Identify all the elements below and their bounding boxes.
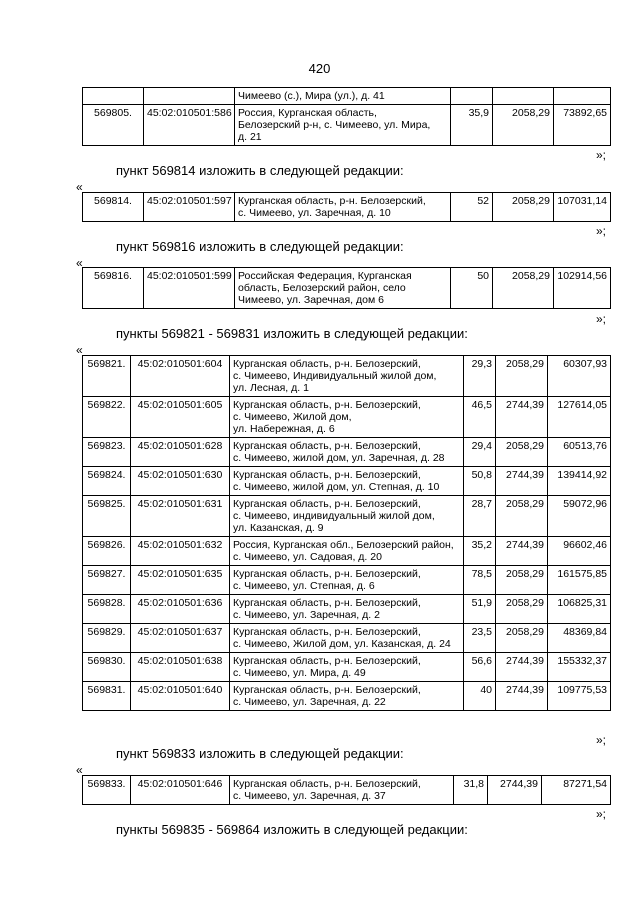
area-cell: 31,8	[454, 776, 488, 805]
table-row	[83, 193, 611, 222]
opening-quote: «	[76, 180, 83, 194]
address-cell: Курганская область, р-н. Белозерский, с. Чимеево, ул. Заречная, д. 10	[235, 193, 451, 222]
cadastral-value-cell: 48369,84	[548, 624, 611, 653]
cadastral-value-cell: 102914,56	[554, 268, 611, 309]
page-number: 420	[308, 61, 331, 76]
area-cell: 56,6	[464, 653, 496, 682]
item-number-cell: 569831.	[83, 682, 131, 711]
rate-cell: 2058,29	[493, 193, 554, 222]
area-cell: 23,5	[464, 624, 496, 653]
address-cell: Курганская область, р-н. Белозерский, с. Чимеево, ул. Степная, д. 6	[230, 566, 464, 595]
area-cell: 35,9	[451, 105, 493, 146]
cadastral-value-cell: 109775,53	[548, 682, 611, 711]
rate-cell: 2058,29	[496, 356, 548, 397]
cadastral-number-cell: 45:02:010501:628	[131, 438, 230, 467]
area-cell: 35,2	[464, 537, 496, 566]
section-heading: пункты 569821 - 569831 изложить в следующей редакции:	[116, 326, 468, 341]
area-cell: 51,9	[464, 595, 496, 624]
address-cell: Чимеево (с.), Мира (ул.), д. 41	[235, 88, 451, 105]
item-number-cell: 569826.	[83, 537, 131, 566]
area-cell: 50,8	[464, 467, 496, 496]
item-number-cell: 569828.	[83, 595, 131, 624]
cadastral-value-cell: 107031,14	[554, 193, 611, 222]
cadastral-value-cell: 87271,54	[542, 776, 611, 805]
item-number-cell: 569805.	[83, 105, 144, 146]
cadastral-number-cell: 45:02:010501:635	[131, 566, 230, 595]
table-row	[83, 776, 611, 805]
table-row	[83, 356, 611, 397]
cadastral-value-cell: 155332,37	[548, 653, 611, 682]
area-cell: 46,5	[464, 397, 496, 438]
section-heading: пункт 569816 изложить в следующей редакции:	[116, 239, 404, 254]
closing-quote: »;	[596, 224, 607, 238]
table-row	[83, 88, 611, 105]
cadastral-number-cell: 45:02:010501:604	[131, 356, 230, 397]
area-cell: 52	[451, 193, 493, 222]
address-cell: Курганская область, р-н. Белозерский, с. Чимеево, ул. Мира, д. 49	[230, 653, 464, 682]
table-row	[83, 397, 611, 438]
item-number-cell: 569816.	[83, 268, 144, 309]
property-table	[82, 87, 611, 146]
table-row	[83, 268, 611, 309]
item-number-cell: 569822.	[83, 397, 131, 438]
section-heading: пункт 569814 изложить в следующей редакции:	[116, 163, 404, 178]
cadastral-value-cell: 60513,76	[548, 438, 611, 467]
address-cell: Курганская область, р-н. Белозерский, с. Чимеево, Жилой дом, ул. Набережная, д. 6	[230, 397, 464, 438]
cadastral-value-cell: 106825,31	[548, 595, 611, 624]
cadastral-value-cell: 96602,46	[548, 537, 611, 566]
item-number-cell	[83, 88, 144, 105]
address-cell: Курганская область, р-н. Белозерский, с. Чимеево, жилой дом, ул. Степная, д. 10	[230, 467, 464, 496]
rate-cell: 2744,39	[496, 537, 548, 566]
cadastral-value-cell: 60307,93	[548, 356, 611, 397]
address-cell: Курганская область, р-н. Белозерский, с. Чимеево, ул. Заречная, д. 2	[230, 595, 464, 624]
area-cell: 78,5	[464, 566, 496, 595]
address-cell: Курганская область, р-н. Белозерский, с. Чимеево, ул. Заречная, д. 22	[230, 682, 464, 711]
item-number-cell: 569825.	[83, 496, 131, 537]
rate-cell: 2058,29	[493, 105, 554, 146]
rate-cell: 2058,29	[496, 496, 548, 537]
closing-quote: »;	[596, 733, 607, 747]
cadastral-number-cell	[144, 88, 235, 105]
closing-quote: »;	[596, 148, 607, 162]
opening-quote: «	[76, 256, 83, 270]
cadastral-value-cell: 73892,65	[554, 105, 611, 146]
area-cell	[451, 88, 493, 105]
rate-cell: 2744,39	[496, 397, 548, 438]
item-number-cell: 569827.	[83, 566, 131, 595]
table-row	[83, 496, 611, 537]
area-cell: 50	[451, 268, 493, 309]
table-row	[83, 105, 611, 146]
address-cell: Российская Федерация, Курганская область, Белозерский район, село Чимеево, ул. Заречная, дом 6	[235, 268, 451, 309]
cadastral-value-cell: 139414,92	[548, 467, 611, 496]
address-cell: Курганская область, р-н. Белозерский, с. Чимеево, жилой дом, ул. Заречная, д. 28	[230, 438, 464, 467]
table-row	[83, 566, 611, 595]
property-table	[82, 192, 611, 222]
item-number-cell: 569830.	[83, 653, 131, 682]
area-cell: 28,7	[464, 496, 496, 537]
cadastral-number-cell: 45:02:010501:597	[144, 193, 235, 222]
rate-cell: 2058,29	[493, 268, 554, 309]
cadastral-number-cell: 45:02:010501:646	[131, 776, 230, 805]
section-heading: пункты 569835 - 569864 изложить в следующей редакции:	[116, 822, 468, 837]
rate-cell: 2744,39	[496, 682, 548, 711]
table-row	[83, 595, 611, 624]
item-number-cell: 569833.	[83, 776, 131, 805]
cadastral-number-cell: 45:02:010501:631	[131, 496, 230, 537]
rate-cell: 2058,29	[496, 624, 548, 653]
rate-cell: 2744,39	[496, 467, 548, 496]
area-cell: 29,4	[464, 438, 496, 467]
cadastral-value-cell	[554, 88, 611, 105]
cadastral-value-cell: 59072,96	[548, 496, 611, 537]
rate-cell: 2058,29	[496, 438, 548, 467]
property-table	[82, 775, 611, 805]
rate-cell: 2744,39	[488, 776, 542, 805]
rate-cell: 2058,29	[496, 566, 548, 595]
opening-quote: «	[76, 763, 83, 777]
address-cell: Курганская область, р-н. Белозерский, с. Чимеево, Жилой дом, ул. Казанская, д. 24	[230, 624, 464, 653]
address-cell: Курганская область, р-н. Белозерский, с. Чимеево, индивидуальный жилой дом, ул. Казанская, д. 9	[230, 496, 464, 537]
area-cell: 29,3	[464, 356, 496, 397]
cadastral-number-cell: 45:02:010501:586	[144, 105, 235, 146]
item-number-cell: 569814.	[83, 193, 144, 222]
cadastral-number-cell: 45:02:010501:632	[131, 537, 230, 566]
property-table	[82, 267, 611, 309]
cadastral-number-cell: 45:02:010501:638	[131, 653, 230, 682]
rate-cell	[493, 88, 554, 105]
table-row	[83, 624, 611, 653]
table-row	[83, 467, 611, 496]
cadastral-number-cell: 45:02:010501:640	[131, 682, 230, 711]
rate-cell: 2744,39	[496, 653, 548, 682]
item-number-cell: 569824.	[83, 467, 131, 496]
address-cell: Россия, Курганская область, Белозерский р-н, с. Чимеево, ул. Мира, д. 21	[235, 105, 451, 146]
cadastral-number-cell: 45:02:010501:637	[131, 624, 230, 653]
item-number-cell: 569829.	[83, 624, 131, 653]
table-row	[83, 653, 611, 682]
table-row	[83, 682, 611, 711]
table-row	[83, 438, 611, 467]
section-heading: пункт 569833 изложить в следующей редакции:	[116, 746, 404, 761]
item-number-cell: 569821.	[83, 356, 131, 397]
closing-quote: »;	[596, 807, 607, 821]
property-table	[82, 355, 611, 711]
cadastral-number-cell: 45:02:010501:605	[131, 397, 230, 438]
table-row	[83, 537, 611, 566]
address-cell: Курганская область, р-н. Белозерский, с. Чимеево, ул. Заречная, д. 37	[230, 776, 454, 805]
cadastral-number-cell: 45:02:010501:599	[144, 268, 235, 309]
address-cell: Россия, Курганская обл., Белозерский район, с. Чимеево, ул. Садовая, д. 20	[230, 537, 464, 566]
area-cell: 40	[464, 682, 496, 711]
opening-quote: «	[76, 343, 83, 357]
cadastral-number-cell: 45:02:010501:636	[131, 595, 230, 624]
closing-quote: »;	[596, 312, 607, 326]
cadastral-value-cell: 127614,05	[548, 397, 611, 438]
rate-cell: 2058,29	[496, 595, 548, 624]
cadastral-value-cell: 161575,85	[548, 566, 611, 595]
item-number-cell: 569823.	[83, 438, 131, 467]
cadastral-number-cell: 45:02:010501:630	[131, 467, 230, 496]
address-cell: Курганская область, р-н. Белозерский, с. Чимеево, Индивидуальный жилой дом, ул. Лесная, д. 1	[230, 356, 464, 397]
